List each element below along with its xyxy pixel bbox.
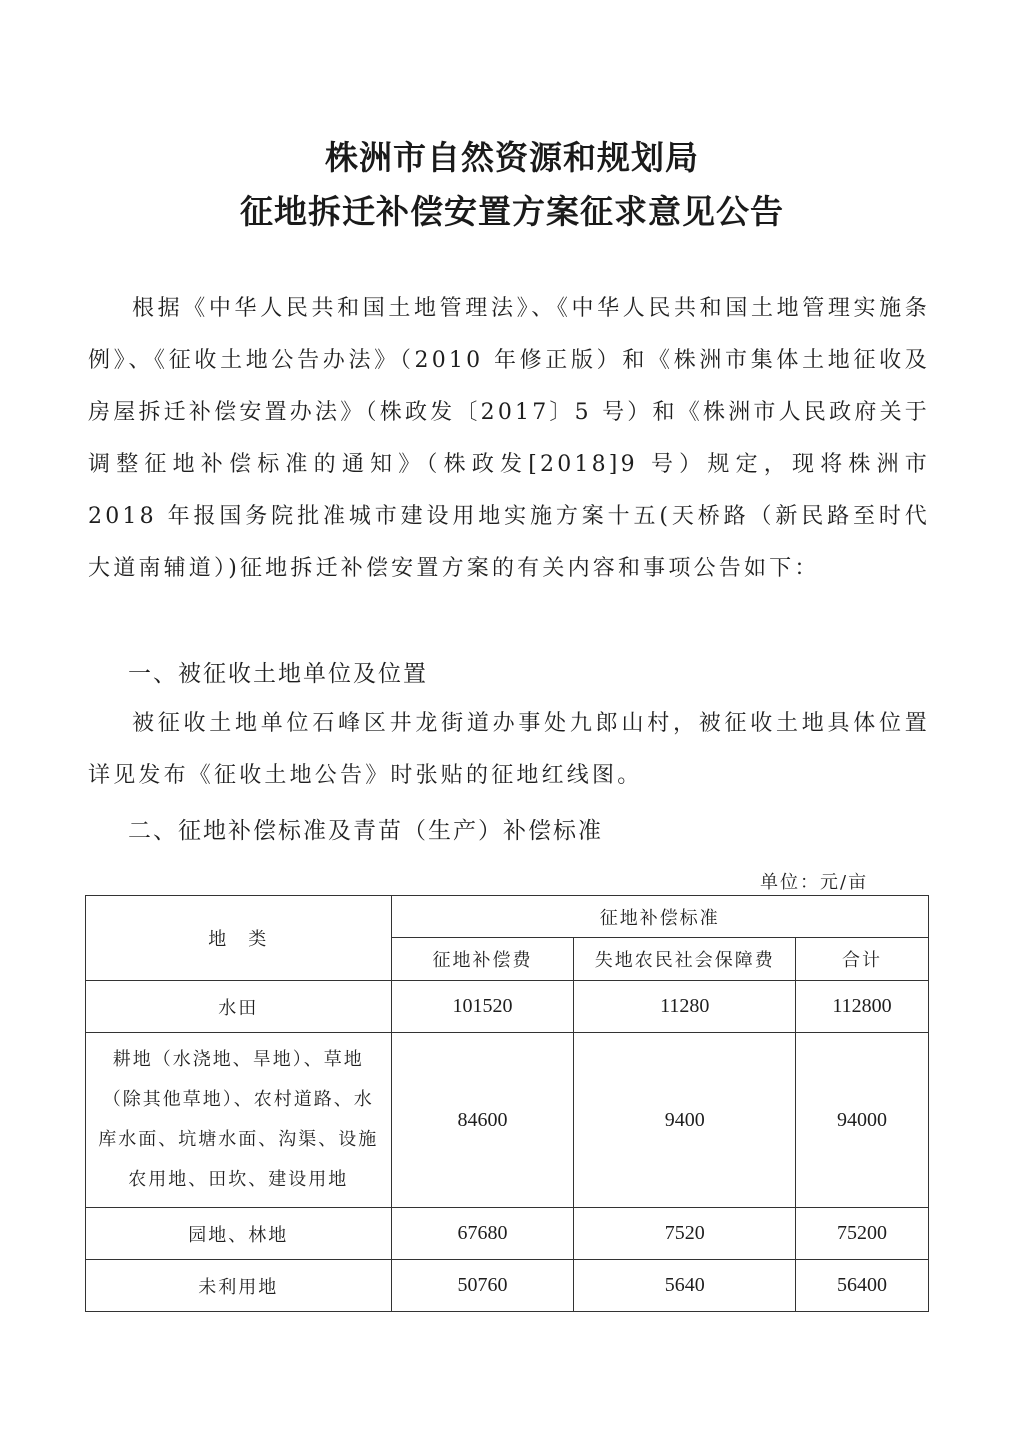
table-row [86,1208,929,1260]
header-land-type: 地 类 [86,896,392,981]
table-row [86,1260,929,1312]
document-title-line1: 株洲市自然资源和规划局 [325,138,699,177]
header-compensation: 征地补偿费 [391,938,574,981]
cell-total: 75200 [796,1208,929,1260]
cell-social-security: 11280 [574,981,796,1033]
cell-total: 56400 [796,1260,929,1312]
header-social-security: 失地农民社会保障费 [574,938,796,981]
cell-social-security: 9400 [574,1033,796,1208]
cell-compensation: 67680 [391,1208,574,1260]
cell-land-type: 园地、林地 [86,1208,392,1260]
header-group-standard: 征地补偿标准 [391,896,928,938]
section1-body: 被征收土地单位石峰区井龙街道办事处九郎山村，被征收土地具体位置详见发布《征收土地公告》时张贴的征地红线图。 [88,711,930,788]
cell-social-security: 5640 [574,1260,796,1312]
compensation-table [85,895,929,1312]
unit-label: 单位：元/亩 [760,872,869,893]
cell-land-type: 水田 [86,981,392,1033]
cell-total: 112800 [796,981,929,1033]
table-header-row [86,896,929,938]
cell-compensation: 84600 [391,1033,574,1208]
cell-land-type: 未利用地 [86,1260,392,1312]
cell-compensation: 50760 [391,1260,574,1312]
table-row [86,981,929,1033]
cell-compensation: 101520 [391,981,574,1033]
intro-paragraph: 根据《中华人民共和国土地管理法》、《中华人民共和国土地管理实施条例》、《征收土地公告办法》（2010 年修正版）和《株洲市集体土地征收及房屋拆迁补偿安置办法》（株政发〔2017〕5 号）和《株洲市人民政府关于调整征地补偿标准的通知》（株政发[2018]9 号）规定，现将株洲市 2018 年报国务院批准城市建设用地实施方案十五(天桥路（新民路至时代大道南辅道）)征地拆迁补偿安置方案的有关内容和事项公告如下： [88,296,930,581]
header-total: 合计 [796,938,929,981]
cell-land-type: 耕地（水浇地、旱地）、草地（除其他草地）、农村道路、水库水面、坑塘水面、沟渠、设施农用地、田坎、建设用地 [86,1033,392,1208]
section2-heading: 二、征地补偿标准及青苗（生产）补偿标准 [128,818,603,844]
cell-total: 94000 [796,1033,929,1208]
document-title-line2: 征地拆迁补偿安置方案征求意见公告 [240,192,784,231]
table-row [86,1033,929,1208]
section1-heading: 一、被征收土地单位及位置 [128,661,428,687]
cell-social-security: 7520 [574,1208,796,1260]
